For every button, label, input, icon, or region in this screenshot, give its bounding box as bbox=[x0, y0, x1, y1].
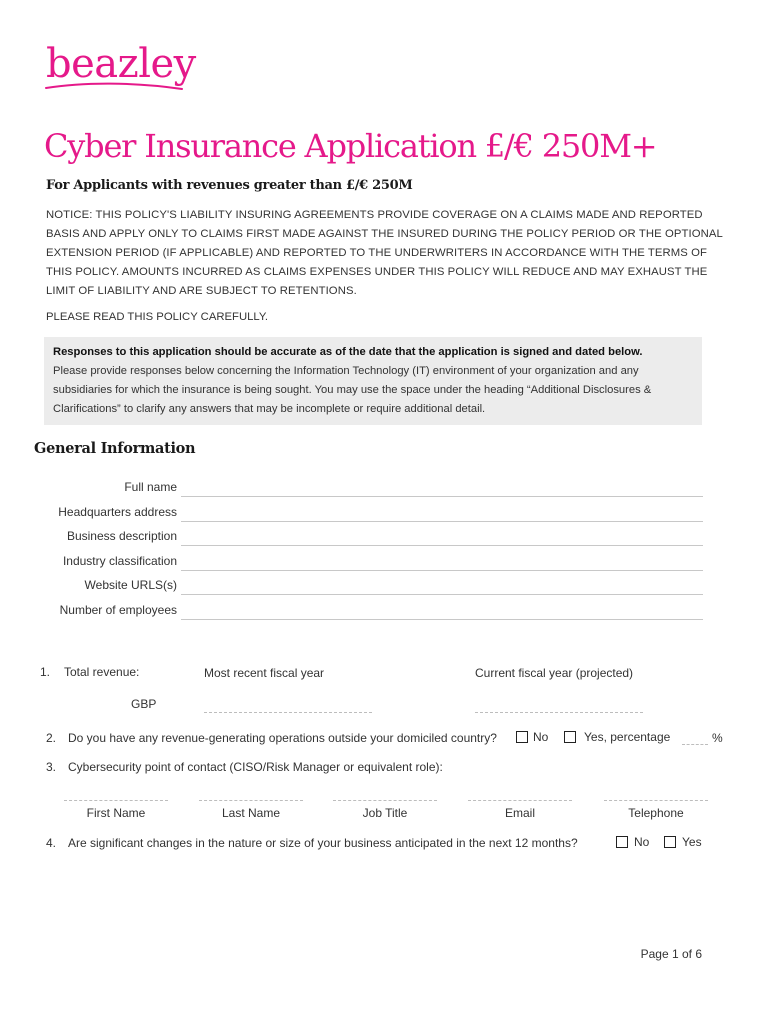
page-number: Page 1 of 6 bbox=[640, 947, 702, 961]
full-name-field[interactable] bbox=[181, 496, 703, 497]
instructions-box bbox=[44, 337, 702, 425]
headquarters-address-field[interactable] bbox=[181, 521, 703, 522]
number-of-employees-field[interactable] bbox=[181, 619, 703, 620]
question-3-text: Cybersecurity point of contact (CISO/Risk Manager or equivalent role): bbox=[68, 760, 443, 774]
telephone-label: Telephone bbox=[628, 806, 684, 820]
contact-first-name-field[interactable] bbox=[64, 800, 168, 801]
recent-fiscal-year-label: Most recent fiscal year bbox=[204, 666, 325, 680]
q2-percentage-field[interactable] bbox=[682, 744, 708, 745]
question-1-number: 1. bbox=[40, 665, 51, 679]
please-read-notice: PLEASE READ THIS POLICY CAREFULLY. bbox=[46, 311, 269, 323]
q2-yes-checkbox[interactable] bbox=[564, 731, 576, 743]
industry-classification-field[interactable] bbox=[181, 570, 703, 571]
full-name-label: Full name bbox=[124, 480, 177, 494]
page-title: Cyber Insurance Application £/€ 250M+ bbox=[44, 127, 657, 165]
contact-telephone-field[interactable] bbox=[604, 800, 708, 801]
general-information-heading: General Information bbox=[34, 440, 196, 457]
beazley-logo: beazley bbox=[46, 41, 196, 87]
recent-fiscal-year-revenue-field[interactable] bbox=[204, 712, 372, 713]
headquarters-address-label: Headquarters address bbox=[58, 505, 177, 519]
last-name-label: Last Name bbox=[221, 806, 281, 820]
business-description-field[interactable] bbox=[181, 545, 703, 546]
page-subtitle: For Applicants with revenues greater than £/€ 250M bbox=[46, 178, 413, 193]
q4-yes-checkbox[interactable] bbox=[664, 836, 676, 848]
percent-sign: % bbox=[712, 731, 723, 745]
q2-yes-label: Yes, percentage bbox=[584, 730, 671, 744]
email-label: Email bbox=[504, 806, 535, 820]
q4-no-label: No bbox=[634, 835, 650, 849]
industry-classification-label: Industry classification bbox=[62, 554, 177, 568]
question-4-number: 4. bbox=[46, 836, 57, 850]
question-4-text: Are significant changes in the nature or size of your business anticipated in the next 12 months? bbox=[68, 836, 578, 850]
website-urls-field[interactable] bbox=[181, 594, 703, 595]
question-2-number: 2. bbox=[46, 731, 57, 745]
q4-yes-label: Yes bbox=[682, 835, 702, 849]
current-fiscal-year-revenue-field[interactable] bbox=[475, 712, 643, 713]
business-description-label: Business description bbox=[66, 529, 177, 543]
current-fiscal-year-label: Current fiscal year (projected) bbox=[475, 666, 634, 680]
contact-job-title-field[interactable] bbox=[333, 800, 437, 801]
currency-label: GBP bbox=[131, 697, 157, 711]
policy-notice: NOTICE: THIS POLICY'S LIABILITY INSURING AGREEMENTS PROVIDE COVERAGE ON A CLAIMS MADE AND REPORTED BASIS AND APPLY ONLY TO CLAIMS FIRST MADE AGAINST THE INSURED DURING THE POLICY PERIOD OR THE OPTIONAL EXTENSION PERIOD (IF APPLICABLE) AND REPORTED TO THE UNDERWRITERS IN ACCORDANCE WITH THE TERMS OF THIS POLICY. AMOUNTS INCURRED AS CLAIMS EXPENSES UNDER THIS POLICY WILL REDUCE AND MAY EXHAUST THE LIMIT OF LIABILITY AND ARE SUBJECT TO RETENTIONS. bbox=[46, 209, 723, 297]
first-name-label: First Name bbox=[86, 806, 146, 820]
job-title-label: Job Title bbox=[362, 806, 408, 820]
question-3-number: 3. bbox=[46, 760, 57, 774]
question-2-text: Do you have any revenue-generating operations outside your domiciled country? bbox=[68, 731, 497, 745]
contact-last-name-field[interactable] bbox=[199, 800, 303, 801]
logo-underline-swash bbox=[44, 80, 184, 92]
instructions-body: Please provide responses below concerning the Information Technology (IT) environment of your organization and any subsidiaries for which the insurance is being sought. You may use the space under the heading “Additional Disclosures & Clarifications” to clarify any answers that may be incomplete or require additional detail. bbox=[53, 365, 652, 415]
q2-no-checkbox[interactable] bbox=[516, 731, 528, 743]
q2-no-label: No bbox=[533, 730, 549, 744]
website-urls-label: Website URLS(s) bbox=[84, 578, 177, 592]
instructions-lead: Responses to this application should be accurate as of the date that the application is signed and dated below. bbox=[53, 346, 643, 358]
question-1-text: Total revenue: bbox=[64, 665, 140, 679]
contact-email-field[interactable] bbox=[468, 800, 572, 801]
q4-no-checkbox[interactable] bbox=[616, 836, 628, 848]
number-of-employees-label: Number of employees bbox=[59, 603, 177, 617]
